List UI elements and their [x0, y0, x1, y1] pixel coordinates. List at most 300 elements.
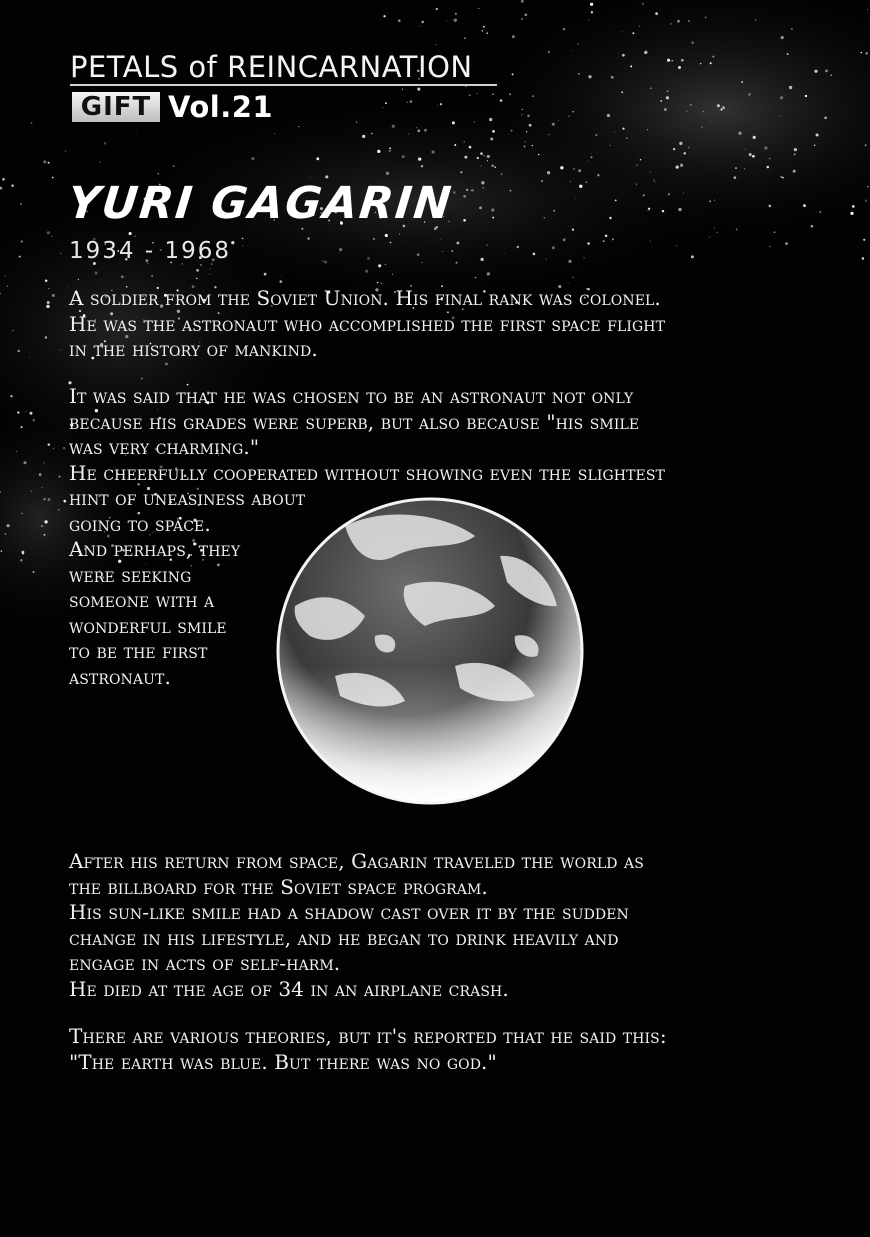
- star-dot: [781, 36, 784, 39]
- star-dot: [440, 103, 442, 105]
- text-line: the billboard for the Soviet space program.: [69, 874, 488, 899]
- title-underline: [70, 84, 497, 86]
- star-dot: [501, 174, 502, 175]
- star-dot: [612, 238, 614, 240]
- star-dot: [63, 447, 66, 450]
- star-dot: [597, 174, 599, 176]
- star-dot: [500, 99, 503, 102]
- star-dot: [385, 234, 388, 237]
- star-dot: [41, 525, 43, 527]
- star-dot: [650, 171, 651, 172]
- star-dot: [588, 19, 589, 20]
- star-dot: [464, 156, 467, 159]
- star-dot: [825, 70, 828, 73]
- star-dot: [579, 185, 582, 188]
- star-dot: [676, 245, 677, 246]
- star-dot: [700, 63, 701, 64]
- star-dot: [10, 395, 12, 397]
- star-dot: [527, 114, 530, 117]
- star-dot: [709, 200, 711, 202]
- star-dot: [382, 107, 383, 108]
- text-line: was very charming.": [69, 435, 260, 459]
- star-dot: [483, 187, 485, 189]
- star-dot: [714, 228, 715, 229]
- star-dot: [816, 133, 819, 136]
- star-dot: [454, 19, 457, 22]
- star-dot: [548, 51, 550, 53]
- star-dot: [464, 141, 465, 142]
- star-dot: [486, 32, 488, 34]
- star-dot: [339, 252, 340, 253]
- star-dot: [407, 102, 408, 103]
- star-dot: [533, 253, 536, 256]
- star-dot: [558, 120, 559, 121]
- star-dot: [814, 144, 816, 146]
- star-dot: [52, 177, 54, 179]
- star-dot: [525, 141, 526, 142]
- star-dot: [703, 111, 704, 112]
- star-dot: [546, 258, 547, 259]
- star-dot: [568, 115, 570, 117]
- star-dot: [560, 166, 563, 169]
- star-dot: [471, 189, 473, 191]
- star-dot: [483, 26, 485, 28]
- star-dot: [158, 173, 159, 174]
- star-dot: [769, 158, 771, 160]
- star-dot: [480, 258, 483, 261]
- star-dot: [614, 132, 615, 133]
- star-dot: [578, 169, 581, 172]
- star-dot: [752, 155, 755, 158]
- star-dot: [457, 242, 460, 245]
- star-dot: [242, 237, 244, 239]
- star-dot: [721, 109, 723, 111]
- star-dot: [578, 43, 579, 44]
- star-dot: [683, 193, 684, 194]
- star-dot: [442, 251, 443, 252]
- star-dot: [26, 411, 27, 412]
- star-dot: [21, 513, 23, 515]
- star-dot: [676, 165, 679, 168]
- star-dot: [451, 250, 453, 252]
- star-dot: [745, 149, 746, 150]
- star-dot: [679, 142, 682, 145]
- star-dot: [58, 509, 60, 511]
- star-dot: [666, 96, 669, 99]
- star-dot: [769, 205, 772, 208]
- star-dot: [512, 73, 514, 75]
- star-dot: [29, 357, 30, 358]
- star-dot: [492, 94, 494, 96]
- star-dot: [712, 56, 714, 58]
- star-dot: [31, 122, 33, 124]
- text-line: because his grades were superb, but also because "his smile: [69, 409, 640, 434]
- star-dot: [51, 236, 52, 237]
- star-dot: [722, 106, 725, 109]
- star-dot: [572, 228, 574, 230]
- star-dot: [39, 473, 42, 476]
- star-dot: [371, 133, 373, 135]
- star-dot: [104, 142, 106, 144]
- star-dot: [392, 125, 395, 128]
- star-dot: [33, 419, 35, 421]
- star-dot: [749, 153, 752, 156]
- star-dot: [45, 336, 47, 338]
- star-dot: [486, 244, 488, 246]
- star-dot: [378, 264, 381, 267]
- star-dot: [136, 131, 137, 132]
- text-line: And perhaps, they: [69, 537, 241, 561]
- star-dot: [196, 269, 199, 272]
- star-dot: [390, 242, 392, 244]
- star-dot: [573, 111, 574, 112]
- star-dot: [865, 200, 867, 202]
- star-dot: [385, 264, 386, 265]
- star-dot: [53, 448, 54, 449]
- star-dot: [770, 246, 771, 247]
- star-dot: [479, 207, 482, 210]
- star-dot: [521, 0, 524, 3]
- star-dot: [782, 177, 784, 179]
- star-dot: [274, 133, 275, 134]
- star-dot: [805, 95, 807, 97]
- star-dot: [477, 93, 478, 94]
- star-dot: [389, 150, 391, 152]
- star-dot: [437, 105, 438, 106]
- star-dot: [587, 242, 590, 245]
- star-dot: [865, 52, 867, 54]
- text-line: in the history of mankind.: [69, 337, 318, 361]
- star-dot: [660, 100, 662, 102]
- star-dot: [421, 165, 423, 167]
- star-dot: [547, 171, 550, 174]
- series-title: PETALS of REINCARNATION: [70, 50, 473, 84]
- text-line: He cheerfully cooperated without showing even the slightest: [69, 460, 665, 485]
- star-dot: [655, 12, 658, 15]
- star-dot: [852, 205, 855, 208]
- text-line: to be the first: [69, 639, 208, 663]
- star-dot: [494, 166, 496, 168]
- star-dot: [21, 241, 23, 243]
- star-dot: [399, 234, 400, 235]
- volume-label: Vol.21: [168, 90, 274, 124]
- star-dot: [474, 121, 475, 122]
- star-dot: [487, 272, 490, 275]
- star-dot: [410, 100, 413, 103]
- star-dot: [630, 65, 632, 67]
- star-dot: [65, 151, 66, 152]
- star-dot: [151, 275, 152, 276]
- star-dot: [590, 3, 593, 6]
- star-dot: [862, 257, 864, 259]
- star-dot: [710, 62, 712, 64]
- star-dot: [45, 280, 47, 282]
- star-dot: [463, 195, 466, 198]
- star-dot: [365, 270, 368, 273]
- star-dot: [755, 19, 756, 20]
- star-dot: [43, 160, 46, 163]
- star-dot: [12, 330, 13, 331]
- star-dot: [307, 237, 309, 239]
- star-dot: [794, 148, 797, 151]
- star-dot: [279, 280, 282, 283]
- star-dot: [487, 160, 488, 161]
- star-dot: [52, 294, 55, 297]
- star-dot: [60, 350, 61, 351]
- star-dot: [678, 208, 681, 211]
- star-dot: [590, 156, 592, 158]
- star-dot: [492, 217, 494, 219]
- star-dot: [420, 25, 421, 26]
- star-dot: [636, 184, 637, 185]
- star-dot: [586, 181, 588, 183]
- star-dot: [522, 109, 523, 110]
- star-dot: [386, 172, 389, 175]
- star-dot: [688, 20, 690, 22]
- star-dot: [316, 157, 319, 160]
- star-dot: [524, 13, 527, 16]
- star-dot: [129, 232, 132, 235]
- star-dot: [615, 200, 617, 202]
- star-dot: [464, 38, 465, 39]
- star-dot: [298, 126, 299, 127]
- star-dot: [4, 533, 6, 535]
- star-dot: [1, 550, 2, 551]
- star-dot: [741, 81, 743, 83]
- star-dot: [477, 157, 479, 159]
- star-dot: [642, 3, 644, 5]
- star-dot: [664, 108, 667, 111]
- star-dot: [626, 137, 628, 139]
- star-dot: [19, 256, 21, 258]
- star-dot: [481, 181, 484, 184]
- star-dot: [543, 217, 545, 219]
- star-dot: [748, 93, 751, 96]
- star-dot: [435, 44, 436, 45]
- star-dot: [452, 121, 455, 124]
- star-dot: [607, 114, 610, 117]
- star-dot: [647, 209, 649, 211]
- star-dot: [591, 11, 593, 13]
- star-dot: [47, 231, 50, 234]
- star-dot: [504, 253, 505, 254]
- star-dot: [512, 35, 515, 38]
- star-dot: [48, 288, 50, 290]
- star-dot: [436, 8, 438, 10]
- star-dot: [487, 155, 490, 158]
- star-dot: [553, 210, 555, 212]
- star-dot: [714, 200, 715, 201]
- star-dot: [455, 13, 457, 15]
- star-dot: [59, 476, 61, 478]
- star-dot: [481, 30, 483, 32]
- star-dot: [541, 180, 543, 182]
- star-dot: [814, 70, 817, 73]
- star-dot: [48, 162, 50, 164]
- star-dot: [491, 208, 494, 211]
- text-line: wonderful smile: [69, 613, 227, 638]
- star-dot: [402, 89, 403, 90]
- star-dot: [717, 104, 720, 107]
- star-dot: [454, 144, 456, 146]
- star-dot: [701, 127, 702, 128]
- text-line: astronaut.: [69, 664, 171, 689]
- text-line: He died at the age of 34 in an airplane crash.: [69, 976, 509, 1001]
- star-dot: [373, 238, 375, 240]
- star-dot: [264, 273, 267, 276]
- star-dot: [622, 31, 623, 32]
- star-dot: [389, 147, 391, 149]
- star-dot: [209, 273, 210, 274]
- star-dot: [2, 178, 5, 181]
- star-dot: [0, 187, 2, 190]
- star-dot: [650, 87, 652, 89]
- star-dot: [31, 490, 33, 492]
- star-dot: [424, 129, 427, 132]
- star-dot: [491, 165, 493, 167]
- star-dot: [791, 28, 792, 29]
- star-dot: [510, 190, 512, 192]
- star-dot: [377, 282, 378, 283]
- star-dot: [20, 559, 22, 561]
- star-dot: [251, 157, 254, 160]
- star-dot: [563, 28, 565, 30]
- star-dot: [673, 148, 675, 150]
- star-dot: [210, 268, 211, 269]
- star-dot: [811, 225, 814, 228]
- star-dot: [780, 96, 783, 99]
- text-line: It was said that he was chosen to be an astronaut not only: [69, 384, 634, 408]
- star-dot: [196, 278, 198, 280]
- star-dot: [678, 66, 681, 69]
- star-dot: [377, 150, 380, 153]
- star-dot: [621, 91, 623, 93]
- star-dot: [46, 305, 49, 308]
- star-dot: [819, 211, 821, 213]
- paragraph-3: [69, 849, 644, 1002]
- star-dot: [640, 159, 641, 160]
- star-dot: [47, 301, 50, 304]
- star-dot: [408, 134, 409, 135]
- star-dot: [532, 145, 533, 146]
- star-dot: [16, 451, 18, 453]
- star-dot: [767, 166, 770, 169]
- star-dot: [611, 76, 614, 79]
- star-dot: [711, 121, 712, 122]
- star-dot: [460, 171, 462, 173]
- star-dot: [575, 197, 576, 198]
- star-dot: [418, 130, 421, 133]
- subject-name: YURI GAGARIN: [65, 178, 456, 229]
- star-dot: [667, 59, 670, 62]
- star-dot: [595, 134, 597, 136]
- star-dot: [670, 23, 671, 24]
- star-dot: [367, 257, 370, 260]
- star-dot: [480, 152, 483, 155]
- text-line: engage in acts of self-harm.: [69, 951, 341, 975]
- star-dot: [831, 75, 832, 76]
- star-dot: [100, 161, 101, 162]
- star-dot: [705, 16, 707, 18]
- star-dot: [636, 165, 637, 166]
- star-dot: [489, 118, 492, 121]
- star-dot: [421, 262, 422, 263]
- star-dot: [5, 276, 6, 277]
- star-dot: [381, 283, 382, 284]
- star-dot: [385, 102, 387, 104]
- star-dot: [356, 122, 357, 123]
- star-dot: [588, 75, 591, 78]
- star-dot: [717, 232, 718, 233]
- star-dot: [362, 135, 365, 138]
- star-dot: [41, 487, 42, 488]
- star-dot: [43, 498, 45, 500]
- star-dot: [121, 275, 124, 278]
- star-dot: [418, 157, 421, 160]
- star-dot: [43, 462, 44, 463]
- text-line: He was the astronaut who accomplished the first space flight: [69, 311, 666, 336]
- star-dot: [639, 26, 640, 27]
- star-dot: [18, 350, 20, 352]
- star-dot: [521, 114, 522, 115]
- star-dot: [734, 176, 737, 179]
- star-dot: [339, 248, 342, 251]
- star-dot: [446, 20, 447, 21]
- star-dot: [662, 210, 664, 212]
- star-dot: [21, 426, 23, 428]
- star-dot: [11, 185, 13, 187]
- star-dot: [787, 53, 789, 55]
- star-dot: [683, 152, 685, 154]
- star-dot: [7, 524, 10, 527]
- paragraph-1: [69, 286, 665, 363]
- star-dot: [490, 137, 493, 140]
- star-dot: [865, 144, 867, 146]
- star-dot: [736, 228, 738, 230]
- star-dot: [60, 253, 61, 254]
- star-dot: [709, 236, 710, 237]
- star-dot: [622, 54, 625, 57]
- star-dot: [681, 59, 684, 62]
- star-dot: [588, 160, 589, 161]
- star-dot: [622, 128, 624, 130]
- star-dot: [568, 260, 571, 263]
- star-dot: [469, 146, 472, 149]
- gift-badge: GIFT: [72, 92, 160, 122]
- star-dot: [23, 461, 26, 464]
- star-dot: [850, 212, 853, 215]
- star-dot: [492, 130, 495, 133]
- star-dot: [483, 155, 484, 156]
- star-dot: [609, 217, 611, 219]
- star-dot: [48, 498, 51, 501]
- star-dot: [691, 255, 694, 258]
- star-dot: [863, 239, 865, 241]
- star-dot: [774, 231, 776, 233]
- star-dot: [526, 131, 528, 133]
- star-dot: [632, 32, 634, 34]
- text-line: A soldier from the Soviet Union. His final rank was colonel.: [69, 286, 661, 310]
- star-dot: [20, 203, 21, 204]
- star-dot: [591, 153, 592, 154]
- text-line: After his return from space, Gagarin traveled the world as: [69, 849, 644, 873]
- star-dot: [572, 277, 573, 278]
- earth-illustration: [275, 496, 585, 806]
- star-dot: [653, 179, 655, 181]
- star-dot: [402, 155, 405, 158]
- star-dot: [532, 95, 534, 97]
- star-dot: [7, 286, 8, 287]
